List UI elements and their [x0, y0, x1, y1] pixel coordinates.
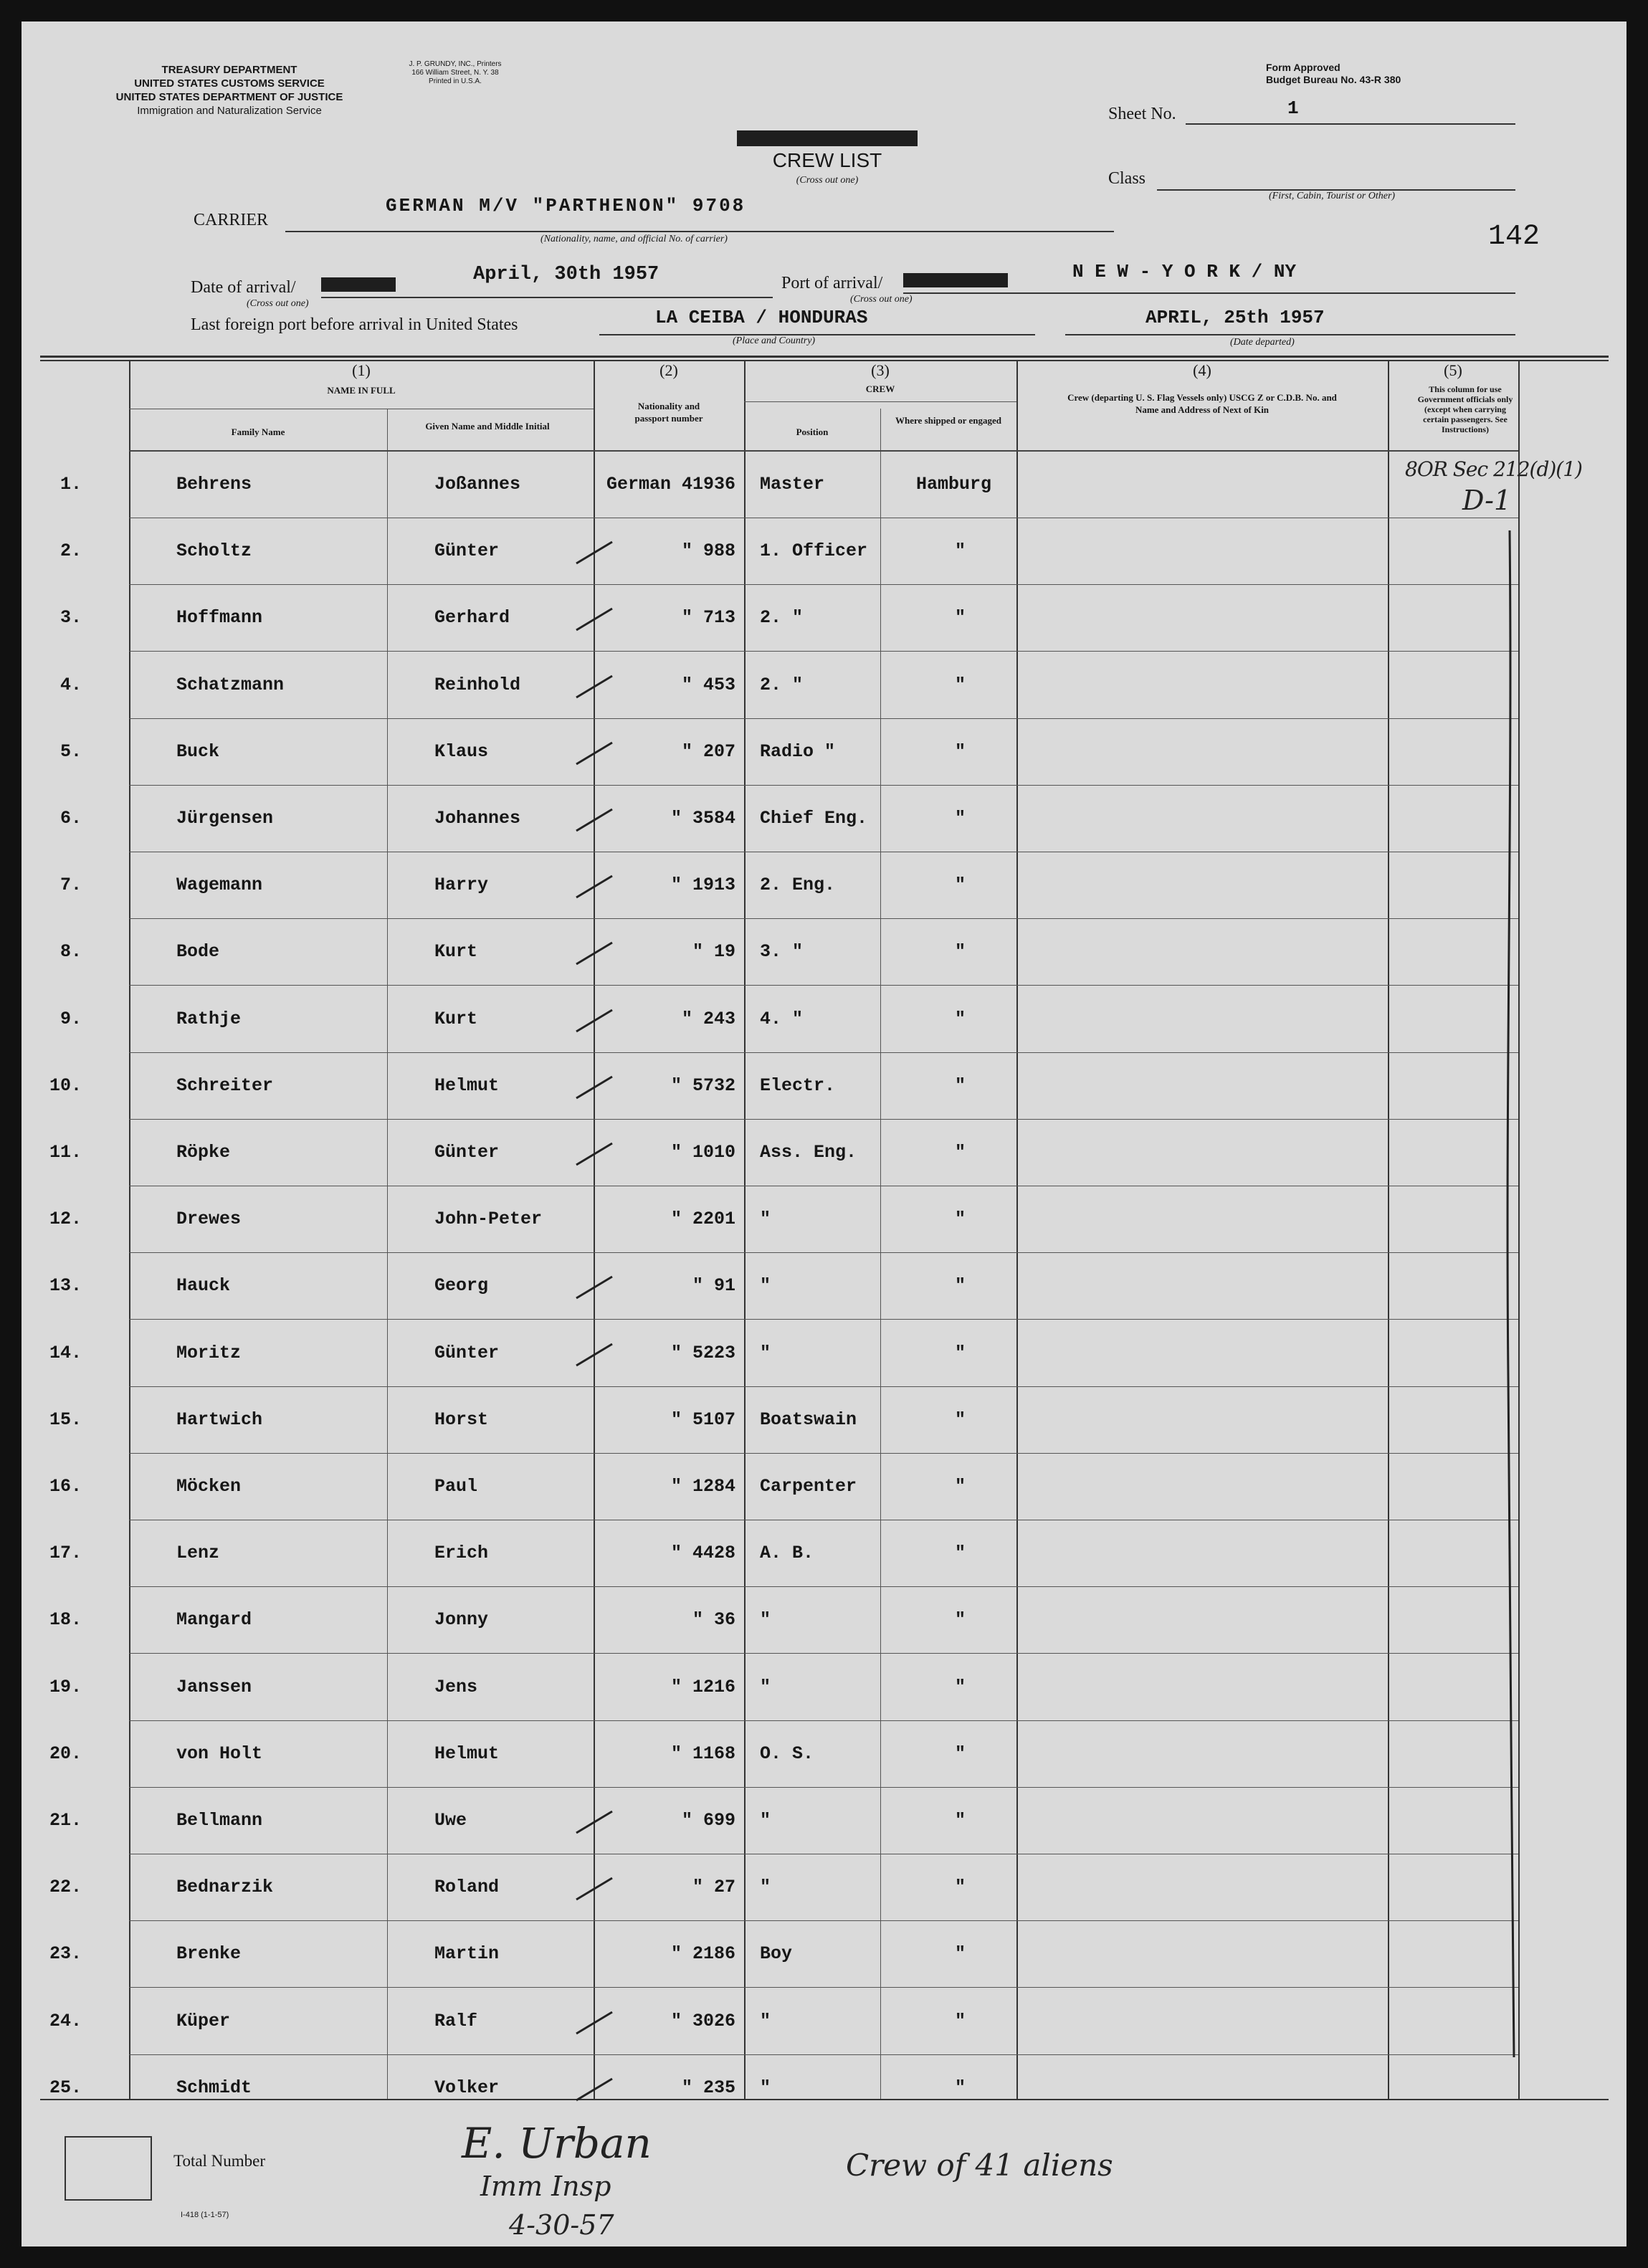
row-number: 9.: [59, 1009, 82, 1029]
table-top-border: [40, 360, 1609, 361]
where-shipped: ": [955, 1943, 966, 1964]
given-name: Günter: [434, 1142, 500, 1163]
row-divider: [129, 985, 1518, 986]
given-name: Kurt: [434, 1009, 478, 1029]
col5-annotation-d1: D-1: [1462, 485, 1512, 516]
row-divider: [129, 1319, 1518, 1320]
signature-title: Imm Insp: [480, 2171, 611, 2202]
given-name: Jonny: [434, 1609, 489, 1630]
row-number: 14.: [49, 1343, 82, 1363]
port-underline: [903, 292, 1515, 294]
family-name: Drewes: [176, 1209, 242, 1229]
check-mark: [573, 672, 616, 700]
where-shipped: ": [955, 1343, 966, 1363]
family-name: Bednarzik: [176, 1877, 274, 1897]
given-name: Uwe: [434, 1810, 467, 1831]
check-mark: [573, 1340, 616, 1368]
nationality-passport: " 5732: [670, 1075, 735, 1096]
table-row: [22, 1186, 1626, 1253]
crew-position: 4. ": [760, 1009, 804, 1029]
arrival-date-label: Date of arrival/: [191, 278, 296, 297]
nationality-passport: " 1168: [670, 1743, 735, 1764]
crew-position: Electr.: [760, 1075, 836, 1096]
nationality-passport: " 19: [692, 941, 735, 962]
given-name-header: Given Name and Middle Initial: [425, 421, 550, 432]
family-name: Hartwich: [176, 1409, 263, 1430]
class-note: (First, Cabin, Tourist or Other): [1269, 191, 1396, 201]
table-row: [22, 1454, 1626, 1520]
where-shipped: ": [955, 1476, 966, 1497]
table-row: [22, 1320, 1626, 1387]
where-shipped: ": [955, 808, 966, 829]
given-name: Ralf: [434, 2011, 478, 2031]
nationality-passport: " 3584: [670, 808, 735, 829]
printer-line: Printed in U.S.A.: [429, 77, 482, 85]
row-divider: [129, 1987, 1518, 1988]
table-row: [22, 1587, 1626, 1654]
carrier-label: CARRIER: [194, 211, 269, 229]
row-number: 3.: [59, 607, 82, 628]
printer-credit: [380, 60, 530, 86]
table-row: [22, 585, 1626, 652]
row-number: 5.: [59, 741, 82, 762]
nationality-passport: " 3026: [670, 2011, 735, 2031]
where-shipped: ": [955, 1209, 966, 1229]
crossed-out-text: [903, 273, 1008, 287]
row-number: 17.: [49, 1543, 82, 1563]
family-name-header: Family Name: [231, 427, 285, 437]
total-number-label: Total Number: [173, 2152, 266, 2170]
given-name: Kurt: [434, 941, 478, 962]
table-row: [22, 719, 1626, 786]
where-shipped: Hamburg: [916, 474, 992, 495]
col2-number: (2): [659, 361, 678, 379]
nationality-passport: " 1216: [670, 1677, 735, 1697]
col1-number: (1): [352, 361, 371, 379]
carrier-value: GERMAN M/V "PARTHENON" 9708: [386, 195, 746, 216]
row-number: 4.: [59, 675, 82, 695]
where-shipped: ": [955, 1075, 966, 1096]
form-number: I-418 (1-1-57): [181, 2211, 229, 2219]
crossed-out-title: [737, 130, 918, 146]
table-row: [22, 1854, 1626, 1921]
family-name: Scholtz: [176, 540, 252, 561]
form-approved: [1266, 62, 1401, 86]
check-mark: [573, 604, 616, 633]
cross-out-note: (Cross out one): [850, 294, 913, 305]
crew-position: ": [760, 1275, 771, 1296]
crew-position: ": [760, 1810, 771, 1831]
crew-position: ": [760, 1677, 771, 1697]
document-title: CREW LIST: [772, 149, 882, 171]
crew-list-document: [22, 22, 1626, 2246]
crew-position: ": [760, 1877, 771, 1897]
check-mark: [573, 2008, 616, 2036]
check-mark: [573, 938, 616, 967]
table-row: [22, 652, 1626, 719]
given-name: Klaus: [434, 741, 489, 762]
arrival-date-underline: [321, 297, 773, 298]
row-number: 8.: [59, 941, 82, 962]
family-name: Janssen: [176, 1677, 252, 1697]
row-divider: [129, 651, 1518, 652]
table-top-border: [40, 356, 1609, 358]
check-mark: [573, 805, 616, 834]
carrier-note: (Nationality, name, and official No. of carrier): [540, 234, 728, 244]
table-row: [22, 518, 1626, 585]
crew-position: Master: [760, 474, 825, 495]
sheet-underline: [1186, 123, 1515, 125]
table-row: [22, 1721, 1626, 1788]
where-shipped: ": [955, 1275, 966, 1296]
crew-position: 2. ": [760, 607, 804, 628]
where-shipped: ": [955, 1677, 966, 1697]
header-divider: [744, 401, 1016, 402]
row-number: 18.: [49, 1609, 82, 1630]
where-shipped: ": [955, 2011, 966, 2031]
table-row: [22, 852, 1626, 919]
family-name: Küper: [176, 2011, 231, 2031]
position-header: Position: [796, 427, 829, 437]
total-number-box: [65, 2136, 152, 2201]
form-approved-line: Form Approved: [1266, 62, 1340, 73]
title-note: (Cross out one): [796, 175, 859, 186]
given-name: Erich: [434, 1543, 489, 1563]
crew-position: Boy: [760, 1943, 793, 1964]
where-shipped: ": [955, 675, 966, 695]
table-row: [22, 786, 1626, 852]
crew-position: ": [760, 1209, 771, 1229]
where-shipped: ": [955, 741, 966, 762]
family-name: von Holt: [176, 1743, 263, 1764]
crew-position: 3. ": [760, 941, 804, 962]
nationality-passport: " 36: [692, 1609, 735, 1630]
crew-position: ": [760, 1343, 771, 1363]
col3-number: (3): [871, 361, 890, 379]
crew-position: 2. ": [760, 675, 804, 695]
where-shipped: ": [955, 1543, 966, 1563]
given-name: Reinhold: [434, 675, 521, 695]
row-number: 16.: [49, 1476, 82, 1497]
table-row: [22, 986, 1626, 1053]
last-port-underline: [599, 334, 1035, 335]
nationality-passport: " 1010: [670, 1142, 735, 1163]
col1-title: NAME IN FULL: [327, 385, 396, 396]
given-name: Günter: [434, 540, 500, 561]
page-number: 142: [1488, 221, 1540, 253]
given-name: Joßannes: [434, 474, 521, 495]
family-name: Behrens: [176, 474, 252, 495]
family-name: Mangard: [176, 1609, 252, 1630]
table-row: [22, 1120, 1626, 1186]
family-name: Bellmann: [176, 1810, 263, 1831]
where-shipped: ": [955, 941, 966, 962]
class-label: Class: [1108, 169, 1146, 188]
crossed-out-text: [321, 277, 396, 292]
row-number: 25.: [49, 2077, 82, 2098]
col5-header: This column for use Government officials only (except when carrying certain passengers. See Instructions): [1417, 384, 1513, 434]
family-name: Schatzmann: [176, 675, 285, 695]
given-name: Helmut: [434, 1075, 500, 1096]
nationality-passport: " 235: [681, 2077, 735, 2098]
check-mark: [573, 1874, 616, 1902]
signature-name: E. Urban: [462, 2119, 652, 2168]
family-name: Hauck: [176, 1275, 231, 1296]
given-name: Helmut: [434, 1743, 500, 1764]
given-name: Horst: [434, 1409, 489, 1430]
arrival-date-value: April, 30th 1957: [473, 264, 659, 285]
crew-position: O. S.: [760, 1743, 814, 1764]
check-mark: [573, 538, 616, 566]
given-name: Georg: [434, 1275, 489, 1296]
nationality-header: Nationality and passport number: [634, 401, 703, 424]
col4-number: (4): [1193, 361, 1211, 379]
table-row: [22, 919, 1626, 986]
family-name: Schmidt: [176, 2077, 252, 2098]
form-approved-line: Budget Bureau No. 43-R 380: [1266, 74, 1401, 85]
check-mark: [573, 1006, 616, 1034]
nationality-passport: " 5107: [670, 1409, 735, 1430]
family-name: Schreiter: [176, 1075, 274, 1096]
crew-position: 1. Officer: [760, 540, 868, 561]
col5-annotation: 8OR Sec 212(d)(1): [1405, 457, 1582, 481]
nationality-passport: " 27: [692, 1877, 735, 1897]
family-name: Röpke: [176, 1142, 231, 1163]
given-name: Gerhard: [434, 607, 510, 628]
table-row: [22, 1520, 1626, 1587]
where-shipped: ": [955, 1810, 966, 1831]
row-number: 12.: [49, 1209, 82, 1229]
nationality-passport: " 243: [681, 1009, 735, 1029]
crew-position: ": [760, 2077, 771, 2098]
crew-position: Boatswain: [760, 1409, 857, 1430]
row-number: 20.: [49, 1743, 82, 1764]
where-shipped: ": [955, 1142, 966, 1163]
family-name: Buck: [176, 741, 220, 762]
row-number: 24.: [49, 2011, 82, 2031]
given-name: Martin: [434, 1943, 500, 1964]
family-name: Lenz: [176, 1543, 220, 1563]
table-row: [22, 1654, 1626, 1721]
agency-line: Immigration and Naturalization Service: [137, 105, 322, 117]
row-divider: [129, 1653, 1518, 1654]
nationality-passport: " 1913: [670, 875, 735, 895]
check-mark: [573, 2074, 616, 2103]
given-name: Volker: [434, 2077, 500, 2098]
agency-line: TREASURY DEPARTMENT: [161, 64, 297, 76]
where-shipped: ": [955, 540, 966, 561]
row-number: 1.: [59, 474, 82, 495]
ditto-line: [1498, 516, 1527, 2093]
row-number: 19.: [49, 1677, 82, 1697]
given-name: Günter: [434, 1343, 500, 1363]
nationality-passport: " 5223: [670, 1343, 735, 1363]
where-shipped: ": [955, 1877, 966, 1897]
family-name: Rathje: [176, 1009, 242, 1029]
where-shipped: ": [955, 607, 966, 628]
given-name: Paul: [434, 1476, 478, 1497]
crew-count-note: Crew of 41 aliens: [846, 2148, 1113, 2183]
crew-position: A. B.: [760, 1543, 814, 1563]
where-shipped: ": [955, 1409, 966, 1430]
where-shipped: ": [955, 1743, 966, 1764]
family-name: Wagemann: [176, 875, 263, 895]
row-number: 6.: [59, 808, 82, 829]
nationality-passport: " 4428: [670, 1543, 735, 1563]
printer-line: J. P. GRUNDY, INC., Printers: [409, 60, 502, 68]
given-name: Jens: [434, 1677, 478, 1697]
table-row: [22, 2055, 1626, 2122]
crew-position: 2. Eng.: [760, 875, 836, 895]
nationality-passport: " 699: [681, 1810, 735, 1831]
family-name: Brenke: [176, 1943, 242, 1964]
check-mark: [573, 1272, 616, 1301]
port-value: N E W - Y O R K / NY: [1072, 261, 1297, 282]
family-name: Hoffmann: [176, 607, 263, 628]
crew-position: ": [760, 2011, 771, 2031]
crew-position: Ass. Eng.: [760, 1142, 857, 1163]
table-row: [22, 452, 1626, 518]
given-name: Roland: [434, 1877, 500, 1897]
agency-line: UNITED STATES CUSTOMS SERVICE: [134, 77, 325, 90]
table-row: [22, 1387, 1626, 1454]
row-number: 15.: [49, 1409, 82, 1430]
family-name: Moritz: [176, 1343, 242, 1363]
check-mark: [573, 738, 616, 767]
row-number: 21.: [49, 1810, 82, 1831]
crew-position: Chief Eng.: [760, 808, 868, 829]
table-row: [22, 1788, 1626, 1854]
table-row: [22, 1988, 1626, 2055]
where-shipped: ": [955, 2077, 966, 2098]
row-number: 11.: [49, 1142, 82, 1163]
row-number: 2.: [59, 540, 82, 561]
given-name: John-Peter: [434, 1209, 543, 1229]
date-departed-underline: [1065, 334, 1515, 335]
carrier-underline: [285, 231, 1114, 232]
nationality-passport: " 713: [681, 607, 735, 628]
check-mark: [573, 872, 616, 900]
crew-position: ": [760, 1609, 771, 1630]
table-row: [22, 1053, 1626, 1120]
last-port-label: Last foreign port before arrival in United States: [191, 315, 518, 334]
signature-date: 4-30-57: [509, 2209, 614, 2241]
table-row: [22, 1253, 1626, 1320]
nationality-passport: " 2201: [670, 1209, 735, 1229]
row-number: 22.: [49, 1877, 82, 1897]
last-port-note: (Place and Country): [733, 335, 816, 346]
agency-line: UNITED STATES DEPARTMENT OF JUSTICE: [115, 91, 343, 103]
nationality-passport: " 2186: [670, 1943, 735, 1964]
crew-position: Radio ": [760, 741, 836, 762]
nationality-passport: " 91: [692, 1275, 735, 1296]
check-mark: [573, 1072, 616, 1101]
table-row: [22, 1921, 1626, 1988]
where-shipped-header: Where shipped or engaged: [895, 415, 1001, 426]
crew-position: Carpenter: [760, 1476, 857, 1497]
where-shipped: ": [955, 1609, 966, 1630]
check-mark: [573, 1807, 616, 1836]
row-number: 7.: [59, 875, 82, 895]
family-name: Bode: [176, 941, 220, 962]
family-name: Möcken: [176, 1476, 242, 1497]
family-name: Jürgensen: [176, 808, 274, 829]
given-name: Harry: [434, 875, 489, 895]
last-port-value: LA CEIBA / HONDURAS: [655, 307, 868, 328]
cross-out-note: (Cross out one): [247, 298, 309, 309]
date-departed-value: APRIL, 25th 1957: [1145, 307, 1325, 328]
col5-number: (5): [1444, 361, 1462, 379]
nationality-passport: " 207: [681, 741, 735, 762]
row-number: 10.: [49, 1075, 82, 1096]
nationality-passport: " 1284: [670, 1476, 735, 1497]
date-departed-note: (Date departed): [1230, 337, 1295, 348]
printer-line: 166 William Street, N. Y. 38: [411, 69, 499, 77]
agency-header: [86, 63, 373, 118]
sheet-label: Sheet No.: [1108, 105, 1176, 123]
nationality-passport: " 988: [681, 540, 735, 561]
col3-title: CREW: [865, 383, 895, 394]
where-shipped: ": [955, 875, 966, 895]
sheet-value: 1: [1287, 97, 1299, 119]
check-mark: [573, 1139, 616, 1168]
port-label: Port of arrival/: [781, 274, 883, 292]
nationality-passport: German 41936: [606, 474, 735, 495]
given-name: Johannes: [434, 808, 521, 829]
nationality-passport: " 453: [681, 675, 735, 695]
where-shipped: ": [955, 1009, 966, 1029]
row-number: 13.: [49, 1275, 82, 1296]
row-number: 23.: [49, 1943, 82, 1964]
col4-header: Crew (departing U. S. Flag Vessels only) USCG Z or C.D.B. No. and Name and Address of Next of Kin: [1067, 392, 1337, 415]
